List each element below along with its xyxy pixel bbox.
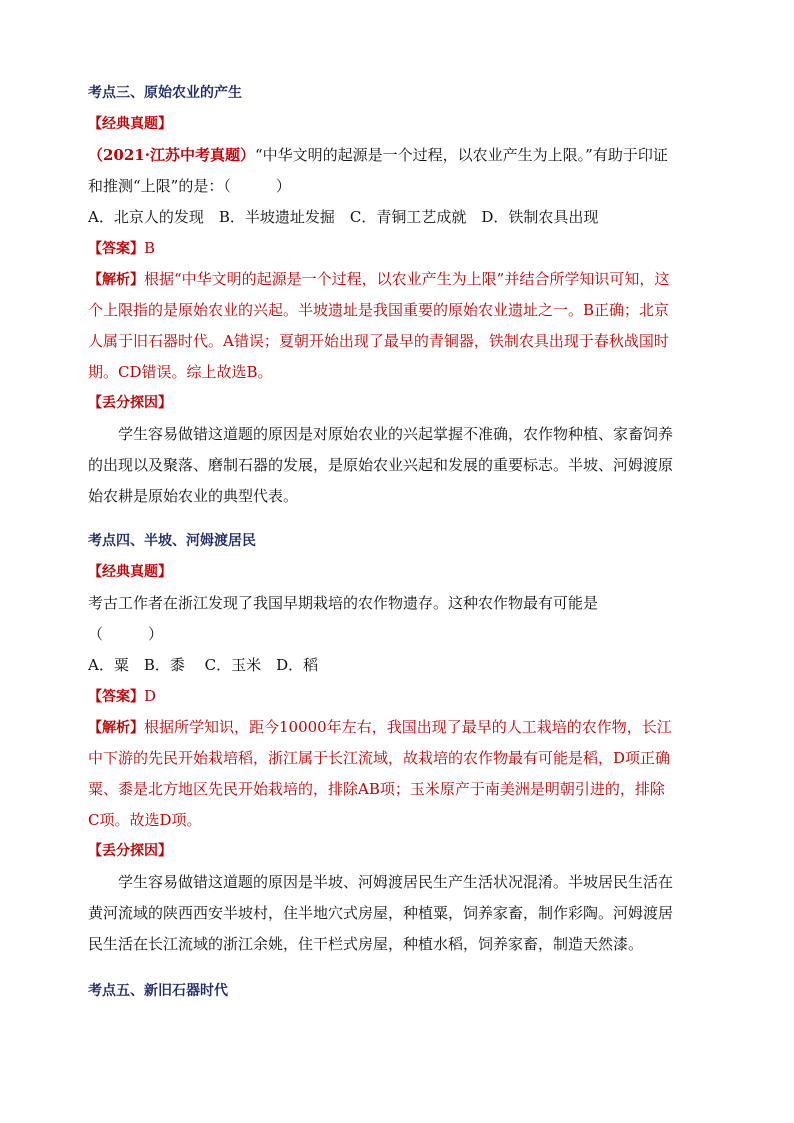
section-spacer xyxy=(88,512,716,526)
question-source: （2021·江苏中考真题） xyxy=(88,146,255,164)
analysis-line xyxy=(88,264,716,295)
analysis-line: 中下游的先民开始栽培稻，浙江属于长江流域，故栽培的农作物最有可能是稻，D项正确 xyxy=(88,749,671,767)
analysis-line xyxy=(88,712,716,743)
loss-reason-line: 学生容易做错这道题的原因是对原始农业的兴起掌握不准确，农作物种植、家畜饲养 xyxy=(118,425,674,443)
answer-line xyxy=(88,233,716,264)
section-spacer xyxy=(88,960,716,976)
loss-reason-tag: 【丢分探因】 xyxy=(88,395,172,411)
question-line: 和推测“上限”的是：（ ） xyxy=(88,177,291,195)
analysis-line: 粟、黍是北方地区先民开始栽培的，排除AB项；玉米原产于南美洲是明朝引进的，排除 xyxy=(88,780,665,798)
loss-reason-tag: 【丢分探因】 xyxy=(88,843,172,859)
answer-value: B xyxy=(144,239,156,257)
classic-question-tag: 【经典真题】 xyxy=(88,564,172,580)
loss-reason-line: 始农耕是原始农业的典型代表。 xyxy=(88,487,299,505)
answer-options: A．北京人的发现 B．半坡遗址发掘 C．青铜工艺成就 D．铁制农具出现 xyxy=(88,208,599,226)
analysis-line: 个上限指的是原始农业的兴起。半坡遗址是我国重要的原始农业遗址之一。B正确；北京 xyxy=(88,301,670,319)
section-heading: 考点三、原始农业的产生 xyxy=(88,85,242,101)
question-line: 考古工作者在浙江发现了我国早期栽培的农作物遗存。这种农作物最有可能是 xyxy=(88,594,599,612)
analysis-line: C项。故选D项。 xyxy=(88,811,202,829)
loss-reason-line: 学生容易做错这道题的原因是半坡、河姆渡居民生产生活状况混淆。半坡居民生活在 xyxy=(118,873,674,891)
question-text: “中华文明的起源是一个过程，以农业产生为上限。”有助于印证 xyxy=(254,146,668,164)
loss-reason-line: 黄河流域的陕西西安半坡村，住半地穴式房屋，种植粟，饲养家畜，制作彩陶。河姆渡居 xyxy=(88,904,674,922)
analysis-tag: 【解析】 xyxy=(88,720,144,736)
next-section-heading: 考点五、新旧石器时代 xyxy=(88,983,228,999)
section-kaodian-4 xyxy=(88,526,716,960)
answer-line xyxy=(88,681,716,712)
loss-reason-line: 民生活在长江流域的浙江余姚，住干栏式房屋，种植水稻，饲养家畜，制造天然漆。 xyxy=(88,935,644,953)
classic-question-tag: 【经典真题】 xyxy=(88,116,172,132)
question-line: （ ） xyxy=(88,625,164,643)
analysis-text: 根据所学知识，距今10000年左右，我国出现了最早的人工栽培的农作物，长江 xyxy=(144,718,672,736)
section-kaodian-3 xyxy=(88,78,716,512)
answer-tag: 【答案】 xyxy=(88,241,144,257)
section-heading: 考点四、半坡、河姆渡居民 xyxy=(88,533,256,549)
analysis-text: 根据“中华文明的起源是一个过程，以农业产生为上限”并结合所学知识可知，这 xyxy=(144,270,670,288)
document-page xyxy=(88,78,716,1007)
analysis-tag: 【解析】 xyxy=(88,272,144,288)
loss-reason-line: 的出现以及聚落、磨制石器的发展，是原始农业兴起和发展的重要标志。半坡、河姆渡原 xyxy=(88,456,674,474)
answer-value: D xyxy=(144,687,157,705)
question-line xyxy=(88,140,716,171)
answer-options: A．粟 B．黍 C．玉米 D．稻 xyxy=(88,656,319,674)
analysis-line: 期。CD错误。综上故选B。 xyxy=(88,363,273,381)
analysis-line: 人属于旧石器时代。A错误；夏朝开始出现了最早的青铜器，铁制农具出现于春秋战国时 xyxy=(88,332,669,350)
answer-tag: 【答案】 xyxy=(88,689,144,705)
